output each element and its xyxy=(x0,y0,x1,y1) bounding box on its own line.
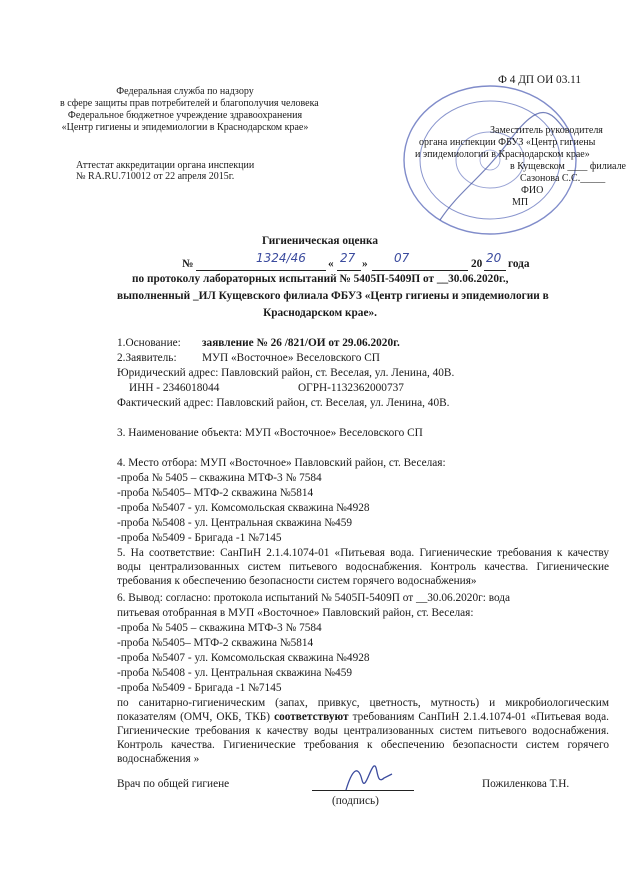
sample-item: -проба №5407 - ул. Комсомольская скважина №4928 xyxy=(117,502,370,514)
document-title: Гигиеническая оценка xyxy=(261,235,379,247)
signer-name: Пожиленкова Т.Н. xyxy=(482,778,570,790)
sample-item: -проба № 5405 – скважина МТФ-3 № 7584 xyxy=(117,472,322,484)
sample-item: -проба №5409 - Бригада -1 №7145 xyxy=(117,532,282,544)
result-text-a: по санитарно-гигиеническим (запах, привкус, цветность, мутность) и микробиологическим показателям (ОМЧ, ОКБ, ТКБ) xyxy=(117,697,609,723)
applicant-label: 2.Заявитель: xyxy=(117,352,177,364)
accreditation-line-2: № RA.RU.710012 от 22 апреля 2015г. xyxy=(76,171,235,182)
approval-line-3: и эпидемиологии в Краснодарском крае» xyxy=(415,149,590,160)
handwritten-day: 27 xyxy=(340,251,356,265)
object-name: 3. Наименование объекта: МУП «Восточное» Веселовского СП xyxy=(117,427,423,439)
performer-line-2: Краснодарском крае». xyxy=(263,307,377,319)
conclusion-sample-item: -проба №5407 - ул. Комсомольская скважина №4928 xyxy=(117,652,370,664)
sample-item: -проба №5408 - ул. Центральная скважина №459 xyxy=(117,517,352,529)
conclusion-line-2: питьевая отобранная в МУП «Восточное» Павловский район, ст. Веселая: xyxy=(117,607,474,619)
year-prefix: 20 xyxy=(471,258,483,270)
sample-item: -проба №5405– МТФ-2 скважина №5814 xyxy=(117,487,314,499)
approval-line-7: МП xyxy=(512,197,529,208)
conformity-paragraph: 5. На соответствие: СанПиН 2.1.4.1074-01 «Питьевая вода. Гигиенические требования к качеству воды централизованных систем питьевого водоснабжения. Контроль качества. Гигиенические требования к обеспечению безопасности систем горячего водоснабжения» xyxy=(117,547,609,587)
ogrn: ОГРН-1132362000737 xyxy=(298,382,404,394)
conclusion-sample-item: -проба №5409 - Бригада -1 №7145 xyxy=(117,682,282,694)
sampling-place: 4. Место отбора: МУП «Восточное» Павловский район, ст. Веселая: xyxy=(117,457,446,469)
number-prefix: № xyxy=(182,258,194,270)
result-paragraph xyxy=(117,696,609,766)
handwritten-signature xyxy=(340,760,396,796)
basis-value: заявление № 26 /821/ОИ от 29.06.2020г. xyxy=(202,337,400,349)
org-line-1: Федеральная служба по надзору xyxy=(116,86,254,97)
conclusion-sample-item: -проба № 5405 – скважина МТФ-3 № 7584 xyxy=(117,622,322,634)
org-line-4: «Центр гигиены и эпидемиологии в Краснодарском крае» xyxy=(61,122,309,133)
result-verdict: соответствуют xyxy=(274,711,349,723)
handwritten-number: 1324/46 xyxy=(256,251,306,265)
signature-caption: (подпись) xyxy=(332,795,379,807)
day-quote-open: « xyxy=(328,258,334,270)
form-code: Ф 4 ДП ОИ 03.11 xyxy=(498,74,582,86)
org-line-2: в сфере защиты прав потребителей и благополучия человека xyxy=(60,98,319,109)
approval-line-4: в Кущевском ____ филиале xyxy=(510,161,626,172)
approval-line-6: ФИО xyxy=(521,185,544,196)
basis-label: 1.Основание: xyxy=(117,337,181,349)
approval-line-1: Заместитель руководителя xyxy=(490,125,603,136)
conclusion-sample-item: -проба №5408 - ул. Центральная скважина №459 xyxy=(117,667,352,679)
applicant-value: МУП «Восточное» Веселовского СП xyxy=(202,352,380,364)
conclusion-sample-item: -проба №5405– МТФ-2 скважина №5814 xyxy=(117,637,314,649)
handwritten-month: 07 xyxy=(394,251,410,265)
signer-role: Врач по общей гигиене xyxy=(117,778,230,790)
legal-address: Юридический адрес: Павловский район, ст. Веселая, ул. Ленина, 40В. xyxy=(117,367,455,379)
protocol-line: по протоколу лабораторных испытаний № 5405П-5409П от __30.06.2020г., xyxy=(132,273,509,285)
conclusion-line-1: 6. Вывод: согласно: протокола испытаний № 5405П-5409П от __30.06.2020г: вода xyxy=(117,592,511,604)
result-text-b: требованиям СанПиН 2.1.4.1074-01 «Питьевая вода. Гигиенические требования к качеству воды централизованных систем питьевого водоснабжения. Контроль качества. Гигиенические требования к обеспечению безопасности систем горячего водоснабжения » xyxy=(117,711,610,765)
year-suffix: года xyxy=(508,258,530,270)
actual-address: Фактический адрес: Павловский район, ст. Веселая, ул. Ленина, 40В. xyxy=(117,397,450,409)
inn: ИНН - 2346018044 xyxy=(129,382,220,394)
performer-line-1: выполненный _ИЛ Кущевского филиала ФБУЗ «Центр гигиены и эпидемиологии в xyxy=(117,290,549,302)
org-line-3: Федеральное бюджетное учреждение здравоохранения xyxy=(67,110,303,121)
day-quote-close: » xyxy=(362,258,368,270)
approval-line-5: Сазонова С.С._____ xyxy=(520,173,606,184)
handwritten-year: 20 xyxy=(486,251,502,265)
approval-line-2: органа инспекции ФБУЗ «Центр гигиены xyxy=(419,137,596,148)
accreditation-line-1: Аттестат аккредитации органа инспекции xyxy=(76,160,255,171)
